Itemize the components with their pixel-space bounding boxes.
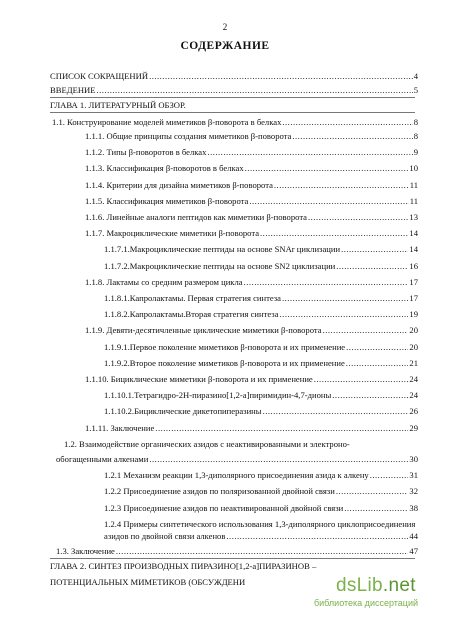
separator-line <box>50 558 415 559</box>
toc-entry-1-2-1: 1.2.1 Механизм реакции 1,3-диполярного присоединения азида к алкену ..... 31 <box>104 470 418 481</box>
toc-entry-abbreviations: СПИСОК СОКРАЩЕНИЙ ..... 4 <box>50 71 418 82</box>
toc-entry-1-1-8-1: 1.1.8.1.Капролактамы. Первая стратегия синтеза ..... 17 <box>104 293 418 304</box>
toc-entry-1-1-4: 1.1.4. Критерии для дизайна миметиков β-поворота ..... 11 <box>85 180 418 191</box>
toc-entry-1-1-5: 1.1.5. Классификация миметиков β-поворота ..... 11 <box>85 196 418 207</box>
toc-entry-1-1-8: 1.1.8. Лактамы со средним размером цикла ..... 17 <box>85 277 418 288</box>
toc-entry-1-1-7-1: 1.1.7.1.Макроциклические пептиды на основе SNAr циклизации ..... 14 <box>104 244 418 255</box>
separator-line <box>50 112 415 113</box>
toc-entry-1-1-9-1: 1.1.9.1.Первое поколение миметиков β-поворота и их применение ..... 20 <box>104 342 418 353</box>
toc-entry-1-2-2: 1.2.2 Присоединение азидов по поляризованной двойной связи ..... 32 <box>104 486 418 497</box>
toc-entry-1-1: 1.1. Конструирование моделей миметиков β-поворота в белках ..... 8 <box>52 117 418 128</box>
toc-entry-1-1-8-2: 1.1.8.2.Капролактамы.Вторая стратегия синтеза ..... 19 <box>104 309 418 320</box>
toc-entry-1-1-1: 1.1.1. Общие принципы создания миметиков β-поворота ..... 8 <box>85 131 418 142</box>
toc-entry-1-1-7-2: 1.1.7.2.Макроциклические пептиды на основе SN2 циклизации ..... 16 <box>104 261 418 272</box>
toc-entry-1-1-10-2: 1.1.10.2.Бициклические дикетопиперазины ..... 26 <box>104 406 418 417</box>
watermark-caption: библиотека диссертаций <box>314 598 419 608</box>
toc-entry-1-1-9: 1.1.9. Девяти-десятичленные циклические миметики β-поворота ..... 20 <box>85 325 418 336</box>
toc-chapter-2-line1: ГЛАВА 2. СИНТЕЗ ПРОИЗВОДНЫХ ПИРАЗИНО[1,2-а]ПИРАЗИНОВ – <box>50 561 317 571</box>
watermark-logo-suffix: .net <box>382 575 416 596</box>
page-number: 2 <box>222 22 228 32</box>
toc-entry-1-1-6: 1.1.6. Линейные аналоги пептидов как миметики β-поворота ..... 13 <box>85 212 418 223</box>
separator-line <box>50 97 415 98</box>
toc-entry-introduction: ВВЕДЕНИЕ ..... 5 <box>50 85 418 96</box>
toc-title: СОДЕРЖАНИЕ <box>180 40 270 52</box>
toc-entry-1-1-7: 1.1.7. Макроциклические миметики β-поворота ..... 14 <box>85 228 418 239</box>
toc-entry-1-2-line1: 1.2. Взаимодействие органических азидов с неактивированными и электроно- <box>64 439 350 449</box>
toc-chapter-1: ГЛАВА 1. ЛИТЕРАТУРНЫЙ ОБЗОР. <box>50 100 186 110</box>
toc-entry-1-1-9-2: 1.1.9.2.Второе поколение миметиков β-поворота и их применение ..... 21 <box>104 358 418 369</box>
toc-entry-1-1-11: 1.1.11. Заключение ..... 29 <box>85 423 418 434</box>
toc-entry-1-2-line2: обогащенными алкенами ..... 30 <box>56 454 418 465</box>
toc-chapter-2-line2: ПОТЕНЦИАЛЬНЫХ МИМЕТИКОВ (ОБСУЖДЕНИ <box>50 577 246 587</box>
watermark-logo-main: dsLib <box>336 575 383 596</box>
toc-entry-1-2-4-line1: 1.2.4 Примеры синтетического использования 1,3-диполярного циклоприсоединения <box>104 519 416 529</box>
toc-entry-1-2-3: 1.2.3 Присоединение азидов по неактивированной двойной связи ..... 38 <box>104 503 418 514</box>
toc-entry-1-1-2: 1.1.2. Типы β-поворотов в белках ..... 9 <box>85 147 418 158</box>
toc-entry-1-2-4-line2: азидов по двойной связи алкенов ..... 44 <box>104 531 418 542</box>
dslib-watermark-logo <box>336 575 416 597</box>
toc-entry-1-3: 1.3. Заключение ..... 47 <box>56 546 418 557</box>
toc-entry-1-1-10: 1.1.10. Бициклические миметики β-поворота и их применение ..... 24 <box>85 374 418 385</box>
toc-entry-1-1-10-1: 1.1.10.1.Тетрагидро-2Н-пиразино[1,2-а]пиримидин-4,7-дионы ..... 24 <box>104 390 418 401</box>
toc-entry-1-1-3: 1.1.3. Классификация β-поворотов в белках ..... 10 <box>85 163 418 174</box>
